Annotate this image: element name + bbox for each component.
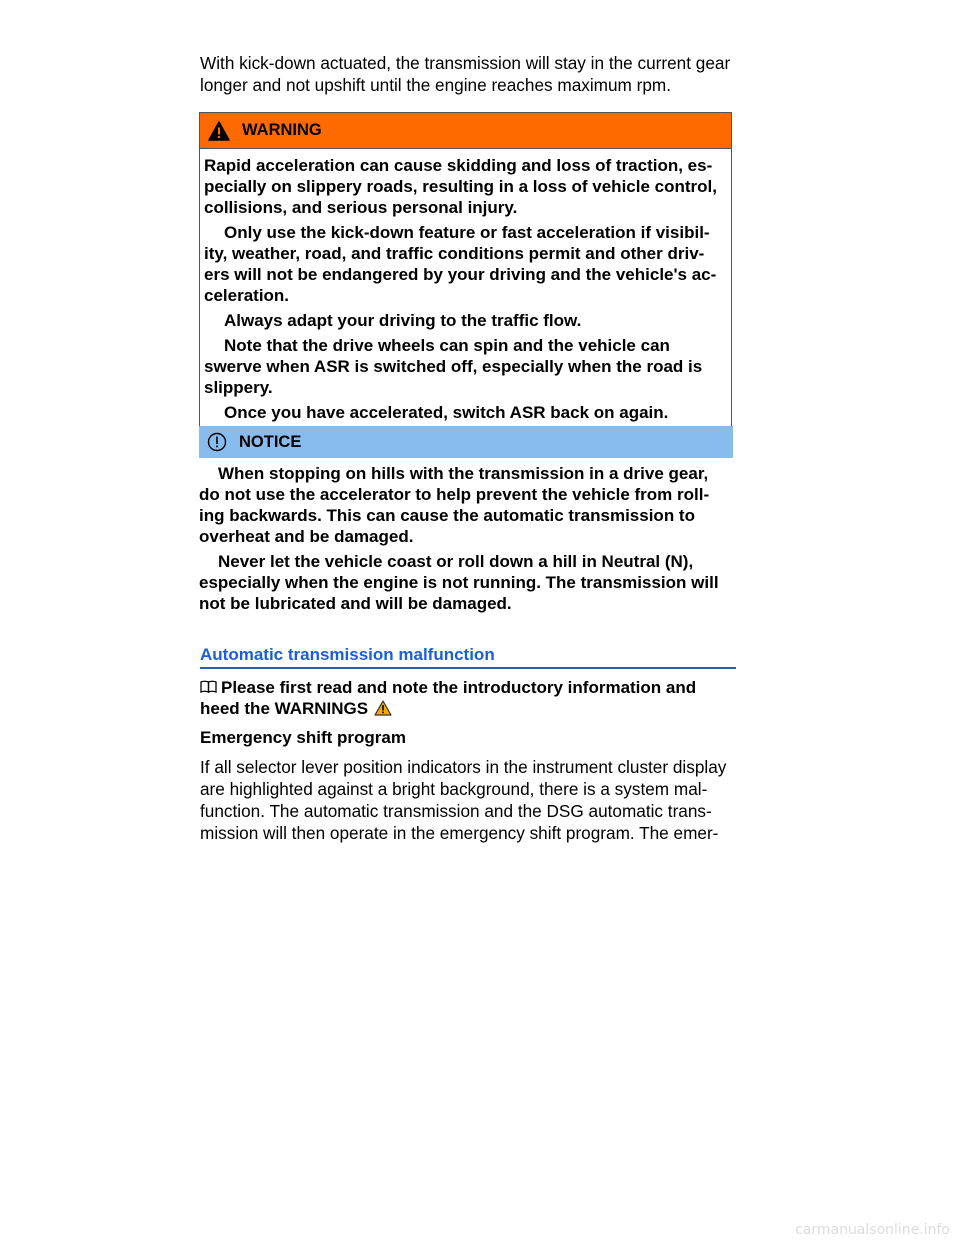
notice-item: When stopping on hills with the transmission in a drive gear, do not use the accelerator to help prevent the vehicle from roll- ing backwards. This can cause the automatic transmission to overheat and be damaged. <box>199 464 710 546</box>
warning-lead: Rapid acceleration can cause skidding and loss of traction, es- pecially on slippery roads, resulting in a loss of vehicle control, collisions, and serious personal injury. <box>204 156 717 217</box>
warning-triangle-icon[interactable] <box>374 700 392 716</box>
warning-box <box>199 112 732 428</box>
section-heading: Automatic transmission malfunction <box>200 645 736 669</box>
warning-header <box>200 113 731 149</box>
warning-label: WARNING <box>242 121 322 139</box>
intro-line: longer and not upshift until the engine reaches maximum rpm. <box>200 75 672 95</box>
warning-item: Once you have accelerated, switch ASR back on again. <box>224 403 669 422</box>
notice-box <box>199 426 733 614</box>
intro-line: With kick-down actuated, the transmission will stay in the current gear <box>200 53 731 73</box>
notice-body <box>199 458 733 614</box>
first-read-line: heed the WARNINGS <box>200 699 369 718</box>
warning-body <box>200 149 731 427</box>
exclamation-circle-icon <box>207 432 227 452</box>
first-read-note <box>200 677 740 719</box>
notice-label: NOTICE <box>239 432 302 451</box>
intro-paragraph <box>200 52 740 96</box>
notice-header <box>199 426 733 458</box>
notice-item: Never let the vehicle coast or roll down a hill in Neutral (N), especially when the engine is not running. The transmission will not be lubricated and will be damaged. <box>199 552 719 613</box>
warning-item: Only use the kick-down feature or fast acceleration if visibil- ity, weather, road, and traffic conditions permit and other driv- ers will not be endangered by your driving and the vehicle's ac- celeration. <box>204 223 717 305</box>
watermark: carmanualsonline.info <box>795 1222 950 1238</box>
emergency-shift-heading: Emergency shift program <box>200 728 406 747</box>
warning-item: Note that the drive wheels can spin and the vehicle can swerve when ASR is switched off, especially when the road is slippery. <box>204 336 703 397</box>
emergency-shift-paragraph: If all selector lever position indicators in the instrument cluster display are highlighted against a bright background, there is a system mal- function. The automatic transmission and the DSG automatic trans- mission will then operate in the emergency shift program. The emer- <box>200 757 727 843</box>
book-icon <box>200 680 217 694</box>
first-read-line: Please first read and note the introductory information and <box>221 678 697 697</box>
warning-item: Always adapt your driving to the traffic flow. <box>224 311 582 330</box>
warning-triangle-icon <box>208 121 230 141</box>
